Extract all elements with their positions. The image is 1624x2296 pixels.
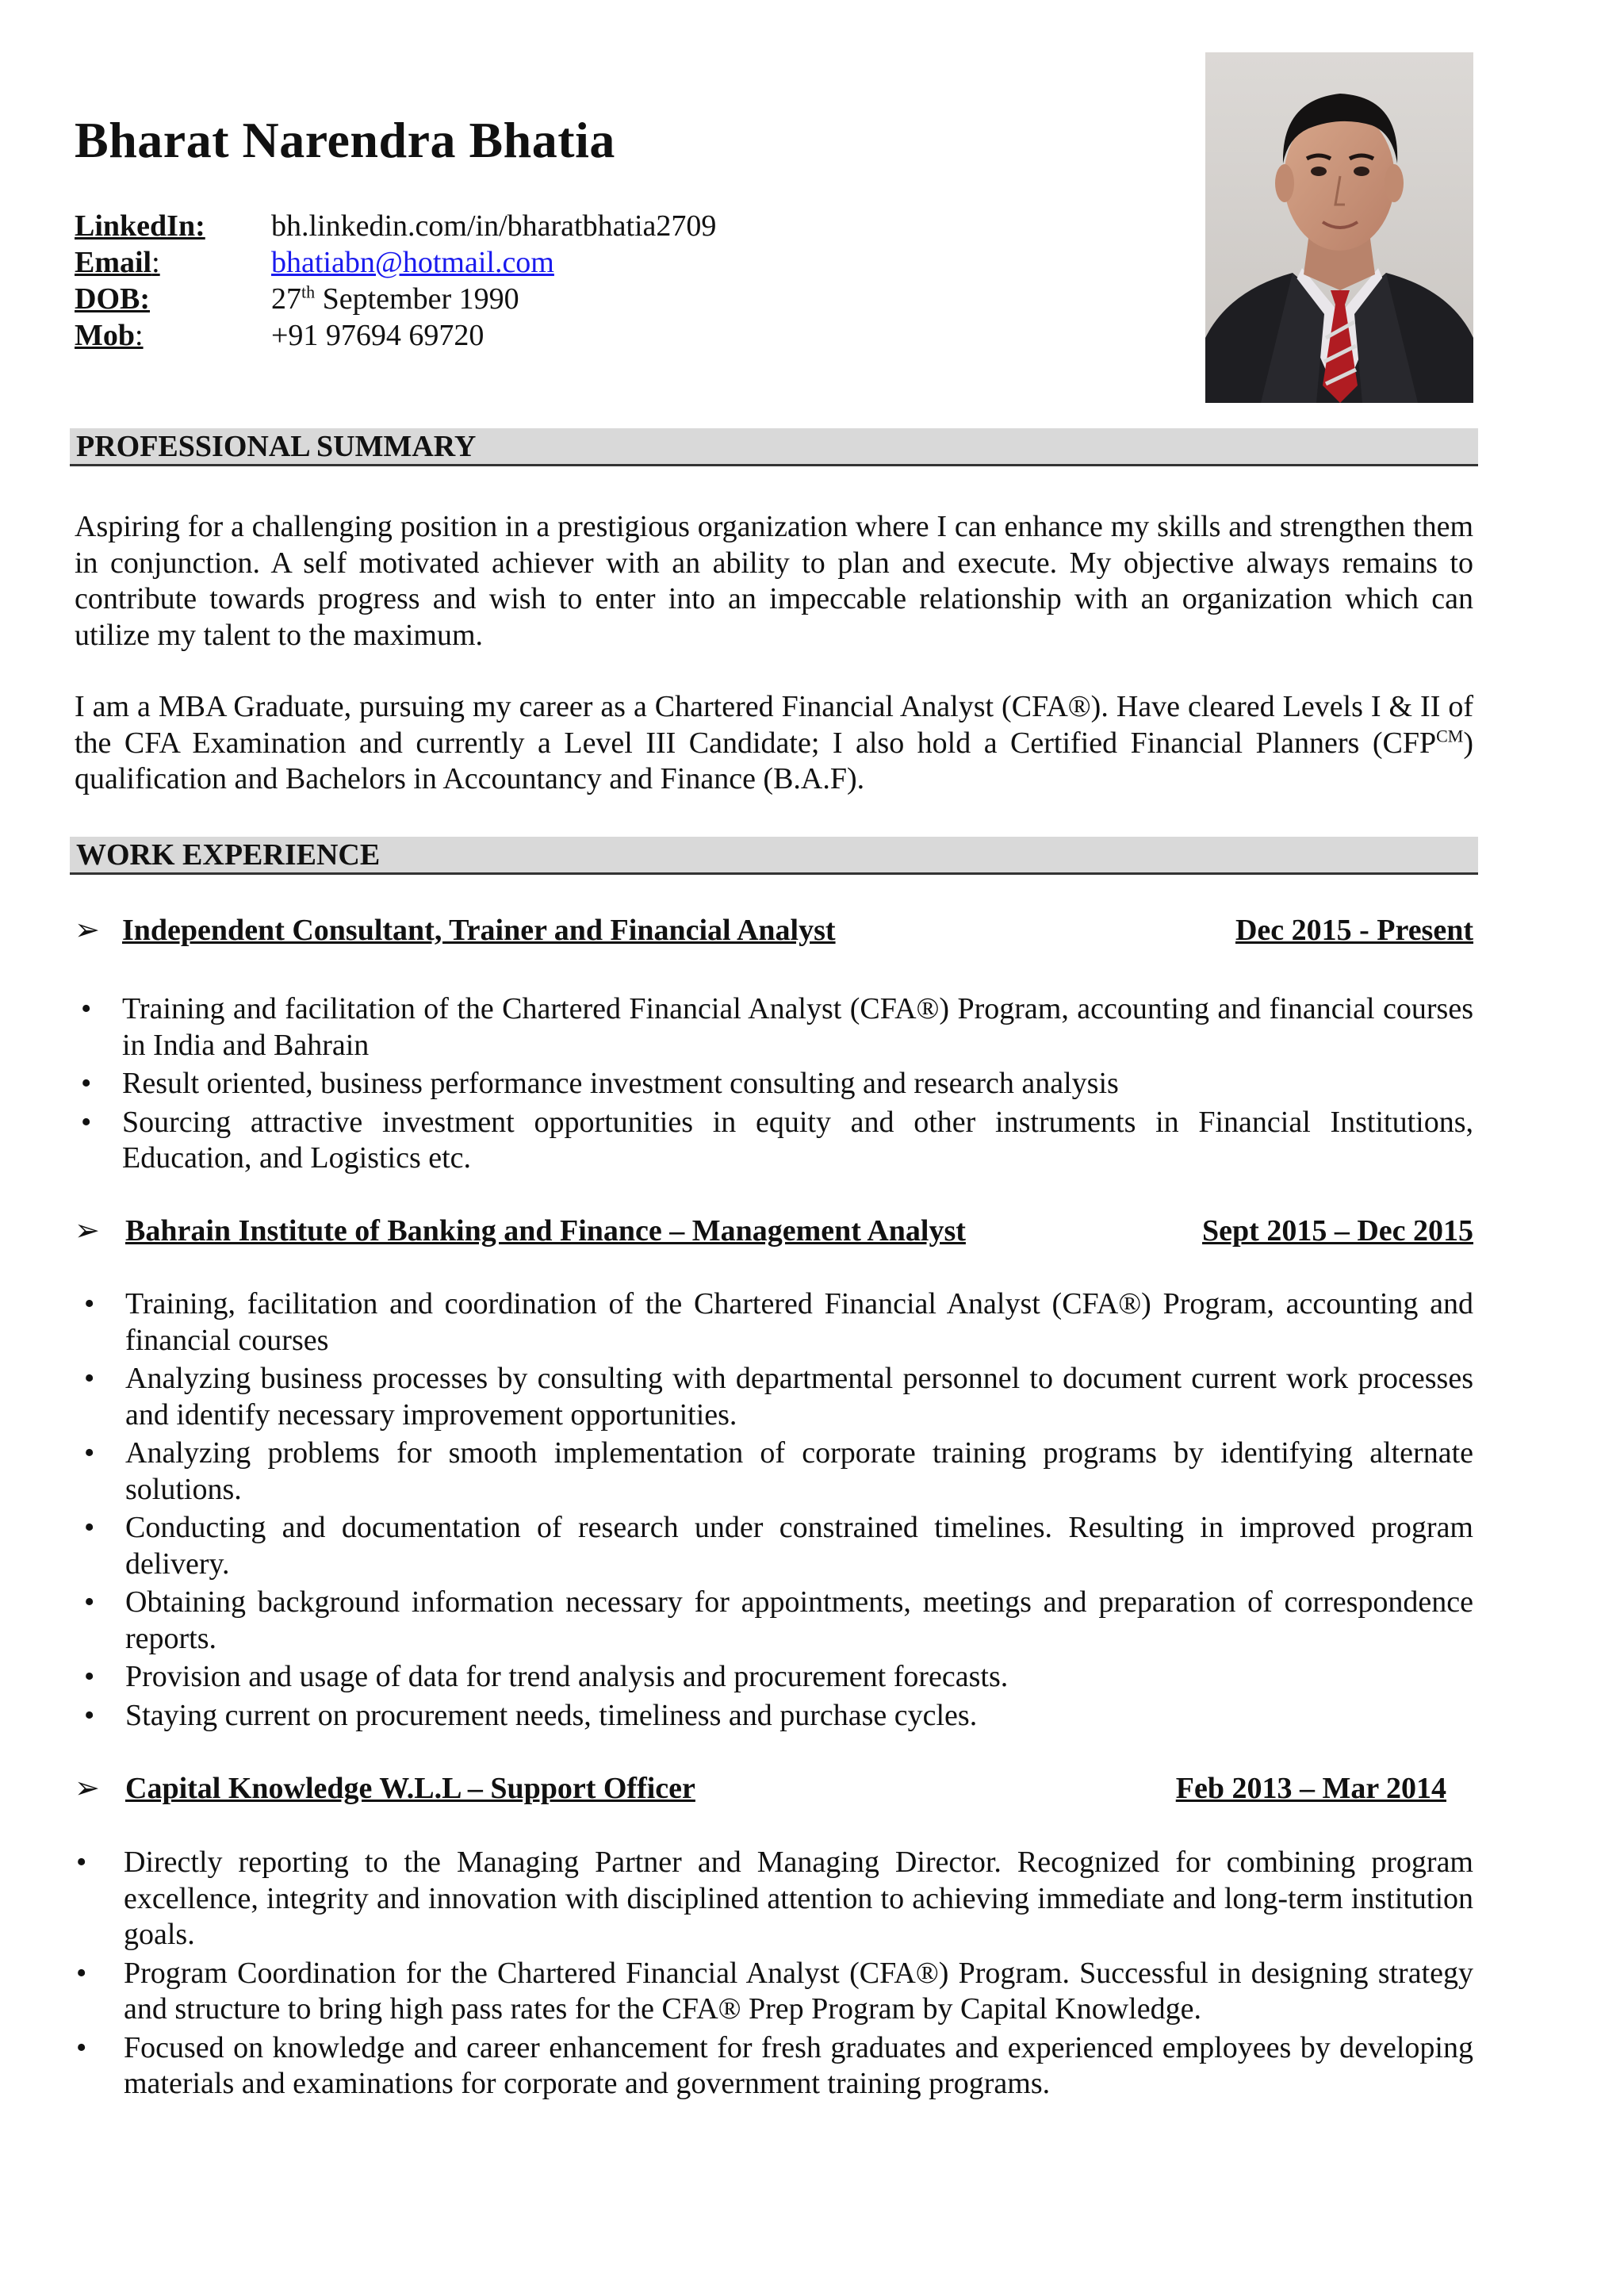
summary-heading: PROFESSIONAL SUMMARY (70, 428, 1478, 466)
job-title-3: Capital Knowledge W.L.L – Support Officer (125, 1772, 695, 1805)
list-item (75, 1585, 1473, 1657)
mob-label: Mob (75, 319, 135, 352)
arrow-bullet-icon: ➢ (75, 1772, 100, 1805)
bullet-dot-icon: • (76, 1846, 87, 1879)
bullet-text: Training and facilitation of the Chartered Financial Analyst (CFA®) Program, accounting and financial courses in India and Bahrain (122, 992, 1473, 1062)
job-title-2: Bahrain Institute of Banking and Finance – Management Analyst (125, 1214, 966, 1248)
summary-paragraph-2-text-b: ) qualification and Bachelors in Accountancy and Finance (B.A.F). (75, 726, 1473, 795)
email-colon: : (151, 246, 160, 279)
bullet-text: Conducting and documentation of research under constrained timelines. Resulting in improved program delivery. (125, 1511, 1473, 1581)
job-header-2 (75, 1213, 1473, 1249)
summary-paragraph-2-text-a: I am a MBA Graduate, pursuing my career as a Chartered Financial Analyst (CFA®). Have cleared Levels I & II of the CFA Examination and currently a Level III Candidate; I also hold a Certified Financial Planners (CFP (75, 690, 1473, 760)
mob-value: +91 97694 69720 (271, 319, 485, 352)
email-link[interactable]: bhatiabn@hotmail.com (271, 246, 554, 279)
email-label-wrap (75, 244, 271, 281)
bullet-text: Training, facilitation and coordination of the Chartered Financial Analyst (CFA®) Program, accounting and financial courses (125, 1287, 1473, 1357)
job-header-3 (75, 1770, 1446, 1807)
bullet-dot-icon: • (84, 1660, 95, 1693)
list-item (75, 1066, 1473, 1102)
job-bullets-2 (75, 1286, 1473, 1736)
bullet-text: Obtaining background information necessary for appointments, meetings and preparation of correspondence reports. (125, 1585, 1473, 1655)
email-label: Email (75, 246, 152, 279)
bullet-text: Sourcing attractive investment opportunities in equity and other instruments in Financial Institutions, Education, and Logistics etc. (122, 1105, 1473, 1175)
dob-suffix: th (301, 282, 316, 302)
bullet-dot-icon: • (84, 1362, 95, 1395)
bullet-text: Provision and usage of data for trend analysis and procurement forecasts. (125, 1660, 1009, 1693)
list-item (75, 1435, 1473, 1508)
summary-paragraph-2 (75, 689, 1473, 798)
portrait-photo-icon (1205, 52, 1473, 403)
list-item (75, 1105, 1473, 1177)
linkedin-value: bh.linkedin.com/in/bharatbhatia2709 (271, 209, 717, 243)
bullet-dot-icon: • (84, 1585, 95, 1619)
list-item (75, 1361, 1473, 1433)
bullet-dot-icon: • (84, 1287, 95, 1320)
arrow-bullet-icon: ➢ (75, 914, 100, 947)
bullet-dot-icon: • (81, 992, 92, 1025)
job-dates-3: Feb 2013 – Mar 2014 (1175, 1772, 1446, 1805)
job-bullets-3 (75, 1845, 1473, 2105)
experience-heading: WORK EXPERIENCE (70, 837, 1478, 875)
dob-day: 27 (271, 282, 301, 316)
bullet-dot-icon: • (76, 1956, 87, 1990)
bullet-text: Analyzing business processes by consulting with departmental personnel to document current work processes and identify necessary improvement opportunities. (125, 1362, 1473, 1432)
bullet-dot-icon: • (81, 1067, 92, 1100)
list-item (75, 2030, 1473, 2102)
bullet-dot-icon: • (84, 1698, 95, 1732)
job-dates-2: Sept 2015 – Dec 2015 (1202, 1214, 1473, 1248)
list-item (75, 1659, 1473, 1696)
dob-rest: September 1990 (315, 282, 519, 316)
list-item (75, 1698, 1473, 1734)
bullet-text: Focused on knowledge and career enhancement for fresh graduates and experienced employees by developing materials and examinations for corporate and government training programs. (124, 2030, 1473, 2100)
bullet-dot-icon: • (84, 1436, 95, 1470)
bullet-text: Directly reporting to the Managing Partner and Managing Director. Recognized for combining program excellence, integrity and innovation with disciplined attention to achieving immediate and long-term institution goals. (124, 1846, 1473, 1951)
dob-label: DOB: (75, 282, 150, 316)
bullet-text: Staying current on procurement needs, timeliness and purchase cycles. (125, 1698, 978, 1732)
job-header-1 (75, 912, 1473, 949)
summary-paragraph-1: Aspiring for a challenging position in a prestigious organization where I can enhance my skills and strengthen them in conjunction. A self motivated achiever with an ability to plan and execute. My objective always remains to contribute towards progress and wish to enter into an impeccable relationship with an organization which can utilize my talent to the maximum. (75, 510, 1473, 652)
bullet-text: Program Coordination for the Chartered Financial Analyst (CFA®) Program. Successful in designing strategy and structure to bring high pass rates for the CFA® Prep Program by Capital Knowledge. (124, 1956, 1473, 2026)
candidate-name: Bharat Narendra Bhatia (75, 112, 615, 168)
arrow-bullet-icon: ➢ (75, 1214, 100, 1248)
bullet-text: Result oriented, business performance investment consulting and research analysis (122, 1067, 1119, 1100)
contact-row-dob (75, 281, 716, 317)
contact-row-email (75, 244, 716, 281)
bullet-text: Analyzing problems for smooth implementation of corporate training programs by identifying alternate solutions. (125, 1436, 1473, 1506)
bullet-dot-icon: • (84, 1511, 95, 1544)
mob-label-wrap (75, 317, 271, 354)
job-bullets-1 (75, 991, 1473, 1179)
list-item (75, 1956, 1473, 2028)
list-item (75, 991, 1473, 1064)
list-item (75, 1845, 1473, 1953)
job-dates-1: Dec 2015 - Present (1235, 914, 1473, 947)
profile-photo (1205, 52, 1473, 403)
summary-paragraph-2-sup: CM (1436, 725, 1464, 746)
contact-row-mobile (75, 317, 716, 354)
list-item (75, 1286, 1473, 1359)
bullet-dot-icon: • (81, 1105, 92, 1139)
linkedin-label: LinkedIn: (75, 209, 205, 243)
job-title-1: Independent Consultant, Trainer and Financial Analyst (122, 914, 836, 947)
mob-colon: : (135, 319, 144, 352)
email-value-wrap (271, 244, 554, 281)
list-item (75, 1510, 1473, 1582)
contact-row-linkedin (75, 208, 716, 244)
bullet-dot-icon: • (76, 2030, 87, 2064)
contact-details (75, 208, 716, 354)
dob-value (271, 281, 519, 317)
